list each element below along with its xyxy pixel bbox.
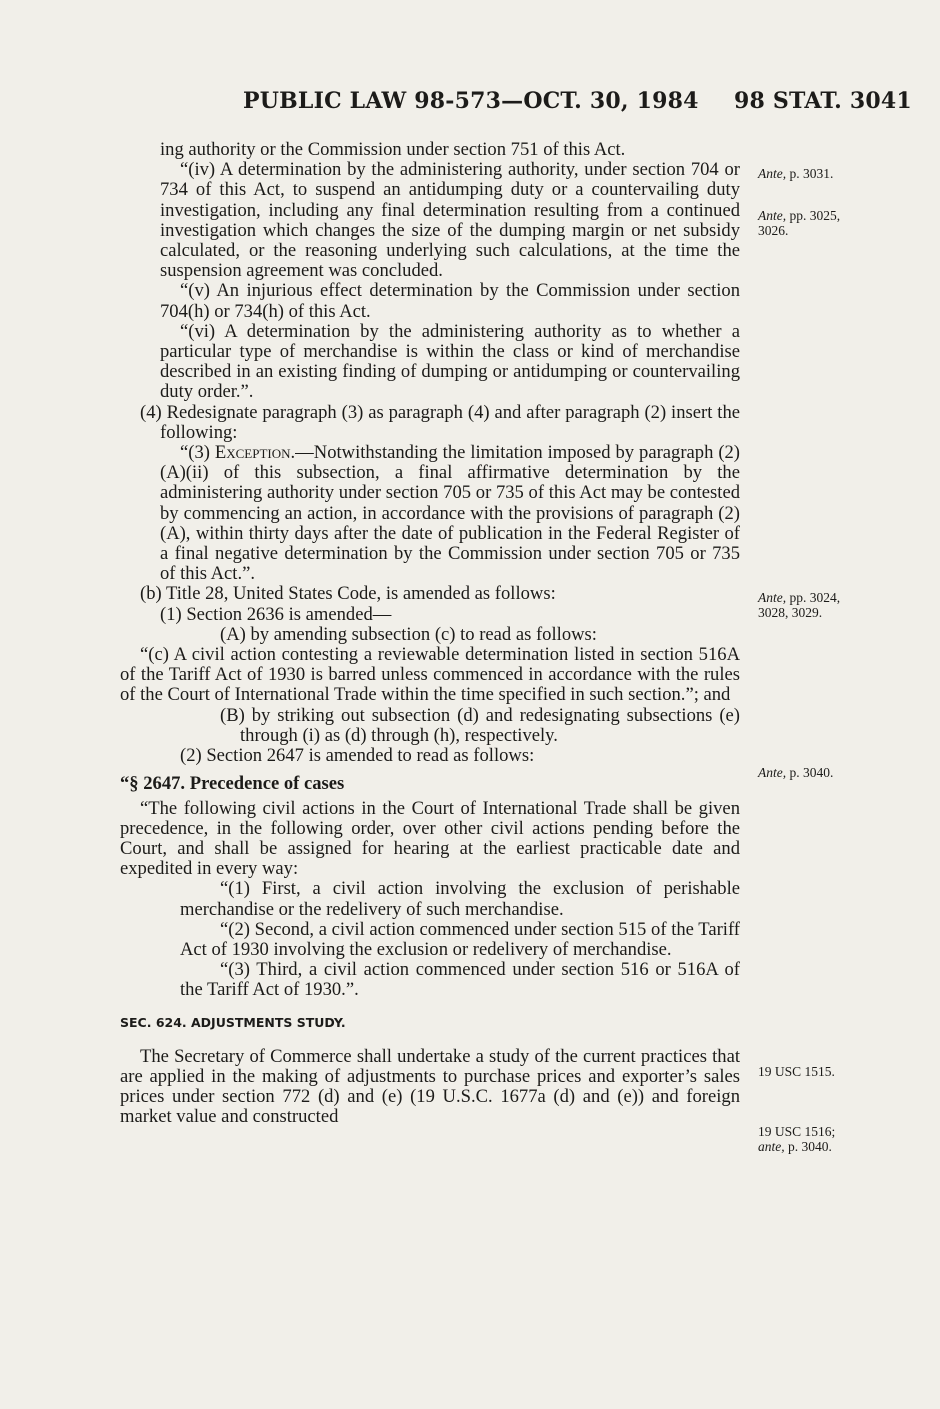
paragraph-vi: “(vi) A determination by the administering authority as to whether a particular type of merchandise is within the class or kind of merchandise described in an existing finding of dumping or antidumping or countervailing duty order.”. [160, 320, 740, 403]
margin-note-6-cite: 19 USC 1516; [758, 1124, 836, 1139]
precedence-item-3: “(3) Third, a civil action commenced under section 516 or 516A of the Tariff Act of 1930.”. [180, 959, 740, 1001]
paragraph-iii-end: ing authority or the Commission under section 751 of this Act. [160, 139, 626, 160]
margin-note-1 [758, 166, 868, 181]
margin-note-2-text: pp. 3025, 3026. [758, 208, 841, 238]
paragraph-4 [120, 403, 740, 443]
margin-note-2 [758, 208, 868, 238]
section-2647-heading: “§ 2647. Precedence of cases [120, 773, 345, 795]
subsection-b: (b) Title 28, United States Code, is amended as follows: [140, 583, 556, 605]
margin-note-4 [758, 765, 868, 780]
paragraph-3-exception [120, 443, 740, 584]
running-head-stat-page: 98 STAT. 3041 [734, 88, 912, 114]
margin-note-3-ante: Ante, [758, 590, 787, 605]
paragraph-4-text: (4) Redesignate paragraph (3) as paragraph (4) and after paragraph (2) insert the following: [140, 401, 740, 443]
margin-note-4-text: p. 3040. [786, 765, 834, 780]
exception-text: —Notwithstanding the limitation imposed by paragraph (2)(A)(ii) of this subsection, a final affirmative determination by the administering authority under section 705 or 735 of this Act may be contested by commencing an action, in accordance with the provisions of paragraph (2)(A), within thirty days after the date of publication in the Federal Register of a final negative determination by the Commission under section 705 or 735 of this Act.”. [160, 442, 740, 585]
paragraph-iv: “(iv) A determination by the administering authority, under section 704 or 734 of this Act, to suspend an antidumping duty or a countervailing duty investigation, including any final determination resulting from a continued investigation which changes the size of the dumping margin or net subsidy calculated, or the reasoning underlying such calculations, at the time the suspension agreement was concluded. [160, 159, 740, 282]
margin-note-1-ante: Ante, [758, 166, 787, 181]
precedence-intro: “The following civil actions in the Court of International Trade shall be given precedence, in the following order, over other civil actions pending before the Court, and shall be assigned for hearing at the earliest practicable date and expedited in every way: [120, 797, 740, 880]
item-A-amend-c: (A) by amending subsection (c) to read as follows: [220, 623, 597, 645]
item-B-strike-d: (B) by striking out subsection (d) and redesignating subsections (e) through (i) as (d) through (h), respectively. [220, 704, 740, 746]
margin-note-6 [758, 1124, 868, 1154]
exception-caption: “(3) Exception. [180, 442, 296, 464]
margin-note-5: 19 USC 1515. [758, 1064, 835, 1079]
margin-note-3 [758, 590, 868, 620]
margin-note-2-ante: Ante, [758, 208, 787, 223]
precedence-item-1: “(1) First, a civil action involving the exclusion of perishable merchandise or the redelivery of such merchandise. [180, 878, 740, 920]
margin-note-6-text: p. 3040. [784, 1139, 832, 1154]
margin-note-3-text: pp. 3024, 3028, 3029. [758, 590, 841, 620]
main-text [120, 140, 740, 1128]
item-2-section-2647: (2) Section 2647 is amended to read as follows: [180, 745, 535, 767]
margin-note-4-ante: Ante, [758, 765, 787, 780]
running-head-title: PUBLIC LAW 98-573—OCT. 30, 1984 [243, 88, 699, 114]
section-624-text: The Secretary of Commerce shall undertake a study of the current practices that are applied in the making of adjustments to purchase prices and exporter’s sales prices under section 772 (d) and (e) (19 U.S.C. 1677a (d) and (e)) and foreign market value and constructed [120, 1045, 740, 1128]
margin-note-6-ante: ante, [758, 1139, 785, 1154]
subsection-c-text: “(c) A civil action contesting a reviewable determination listed in section 516A of the Tariff Act of 1930 is barred unless commenced in accordance with the rules of the Court of International Trade within the time specified in such section.”; and [120, 644, 740, 706]
precedence-item-2: “(2) Second, a civil action commenced under section 515 of the Tariff Act of 1930 involving the exclusion or redelivery of merchandise. [180, 918, 740, 960]
paragraph-v: “(v) An injurious effect determination by the Commission under section 704(h) or 734(h) of this Act. [160, 280, 740, 322]
margin-note-1-text: p. 3031. [786, 166, 834, 181]
section-624-heading: SEC. 624. ADJUSTMENTS STUDY. [120, 1014, 346, 1030]
item-1-section-2636: (1) Section 2636 is amended— [160, 603, 392, 625]
